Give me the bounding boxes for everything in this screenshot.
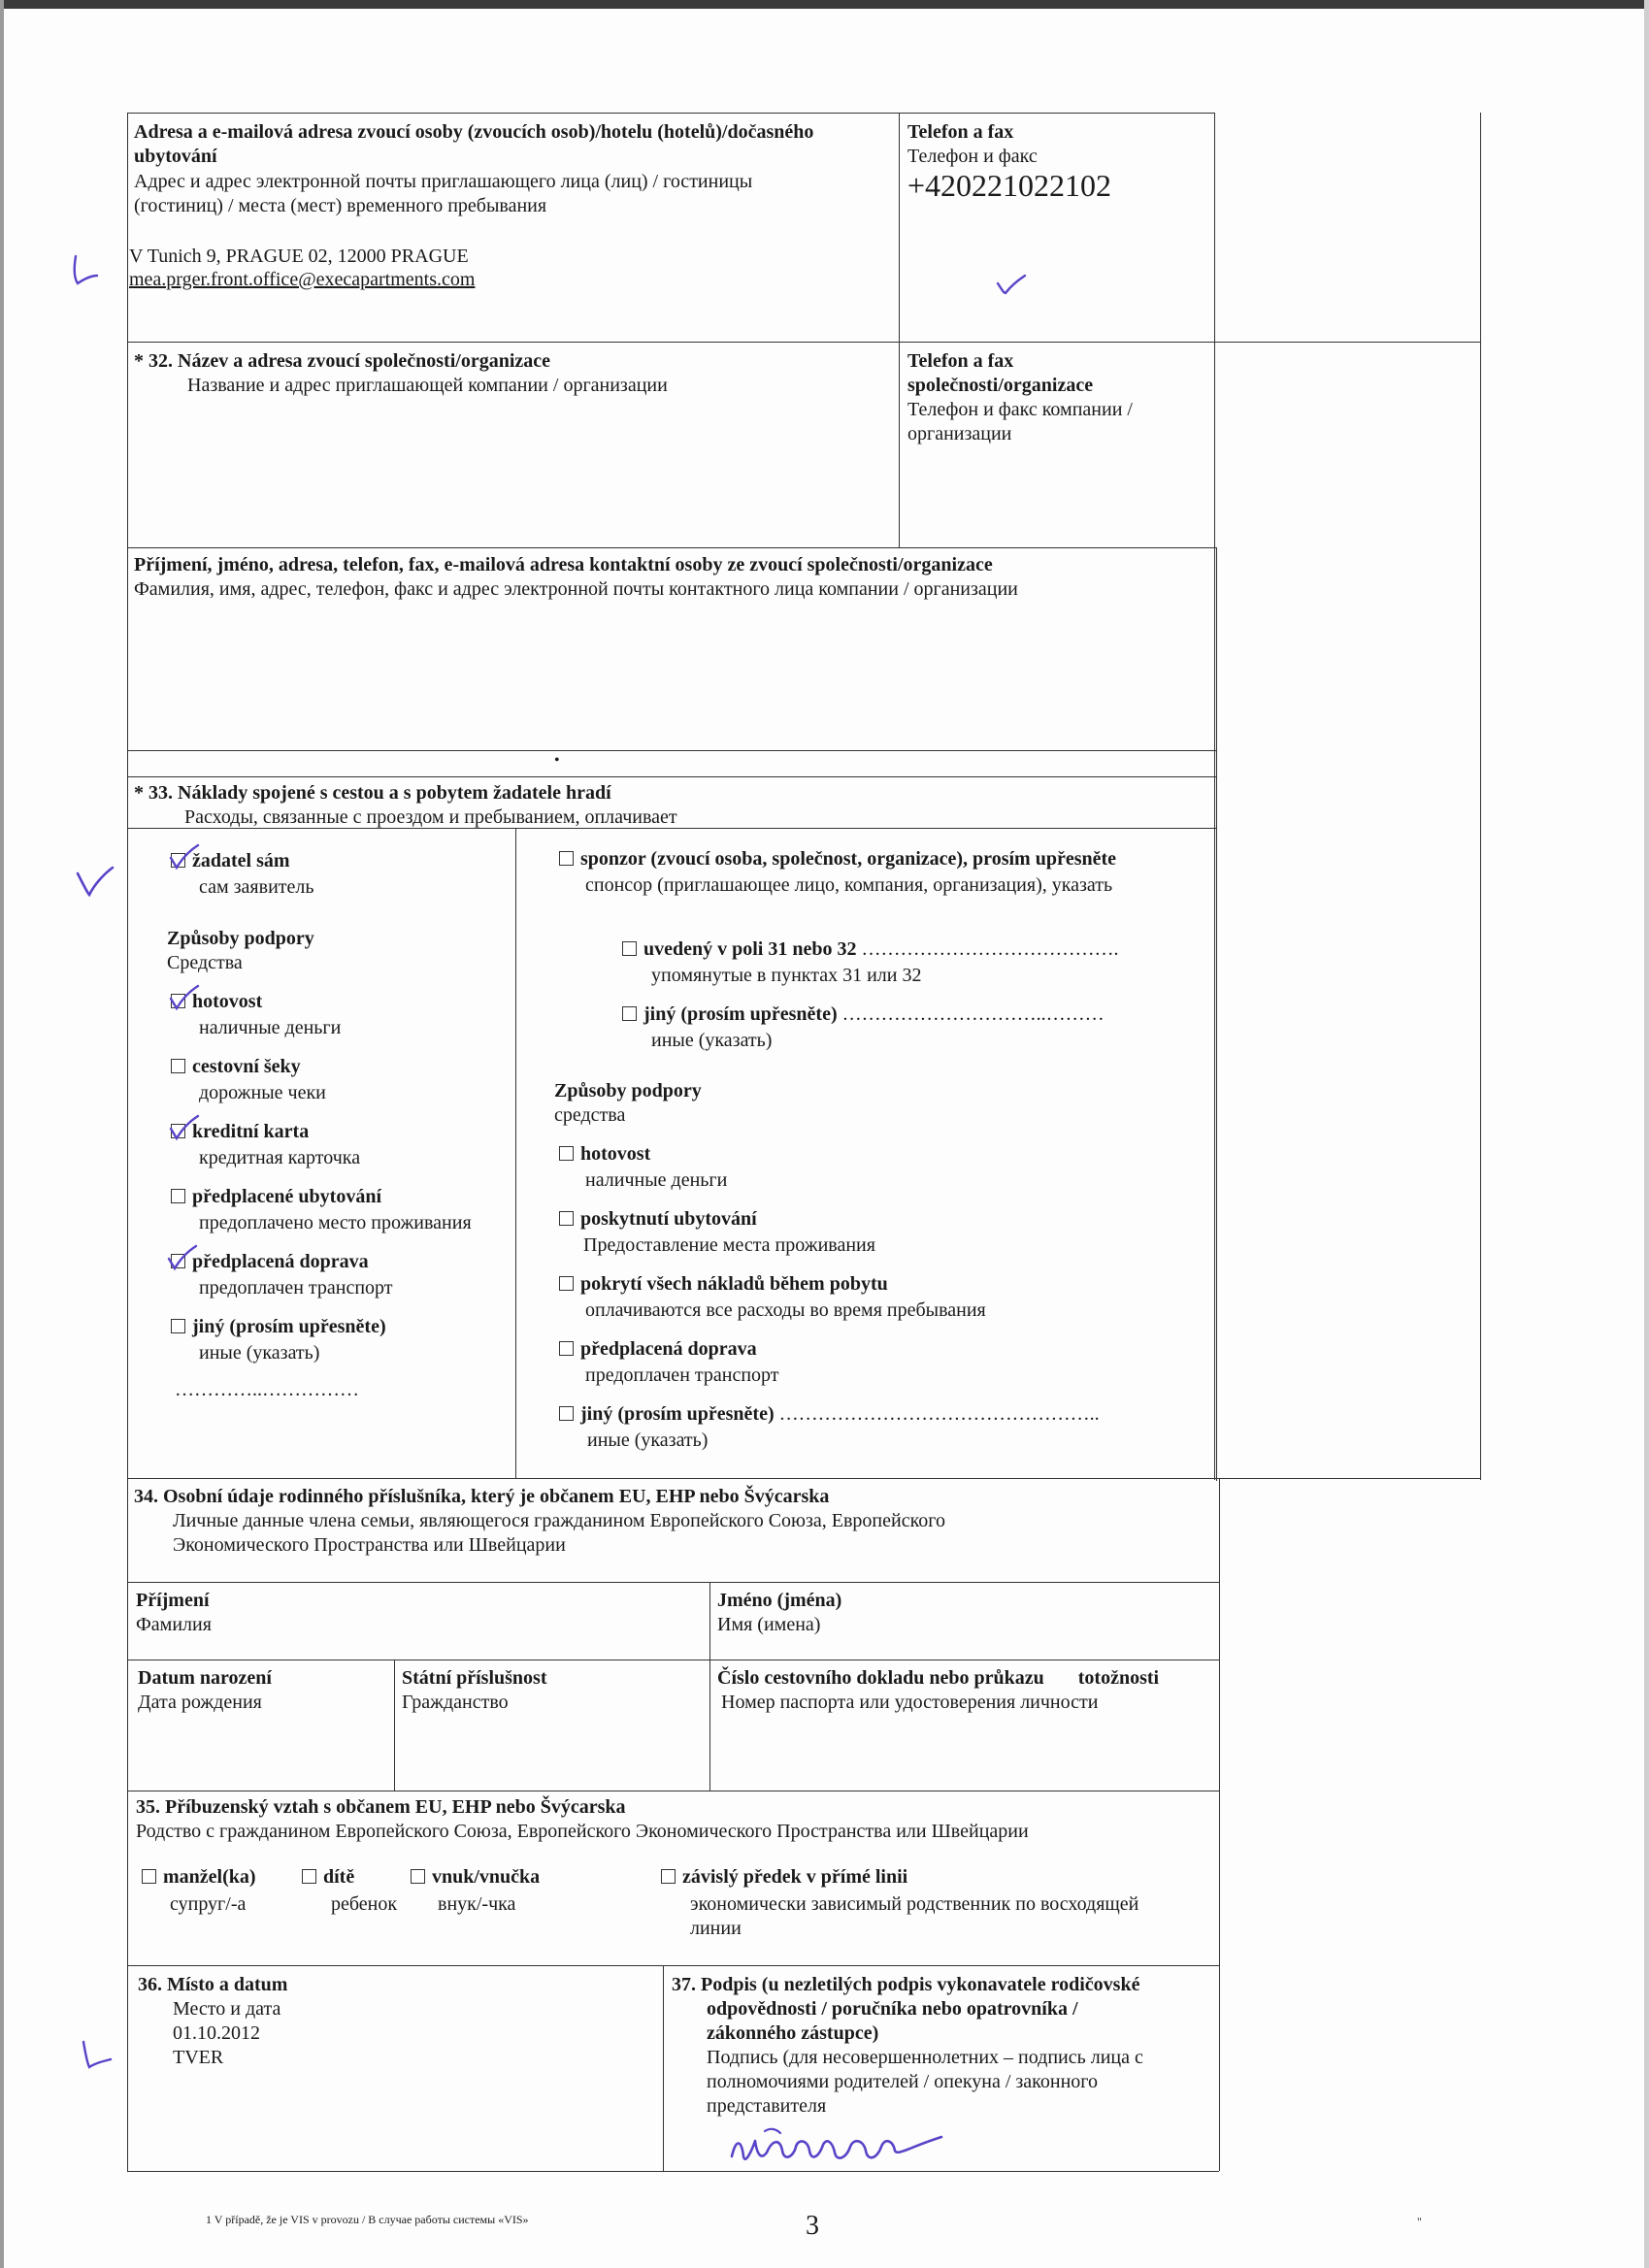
left-means-heading: Způsoby podpory [167, 928, 314, 949]
option-dependent-ascendant-ru: экономически зависимый родственник по восходящей [690, 1893, 1139, 1915]
s37-title-cont: odpovědnosti / poručníka nebo opatrovníka / [707, 1998, 1078, 2020]
scan-edge-top [0, 0, 1649, 9]
option-dependent-ascendant-ru-cont: линии [690, 1918, 742, 1939]
option-left-accom[interactable]: předplacené ubytování [171, 1185, 381, 1208]
inviting-address: V Tunich 9, PRAGUE 02, 12000 PRAGUE [129, 246, 469, 267]
option-right-other[interactable]: jiný (prosím upřesněte) ………………………………………….. [559, 1402, 1100, 1426]
s35-title-ru: Родство с гражданином Европейского Союза, Европейского Экономического Пространства или Швейцарии [136, 1821, 1029, 1842]
checkbox-sponsor[interactable] [559, 851, 574, 866]
option-grandchild-ru: внук/-чка [438, 1893, 516, 1915]
checkbox-grandchild[interactable] [411, 1869, 425, 1884]
option-applicant-self-ru: сам заявитель [199, 876, 314, 898]
s37-title-ru: Подпись (для несовершеннолетних – подпись лица с [707, 2047, 1143, 2068]
checkbox-right-all-costs[interactable] [559, 1276, 574, 1291]
option-dependent-ascendant[interactable]: závislý předek v přímé linii [661, 1865, 907, 1889]
checkbox-left-other[interactable] [171, 1319, 185, 1333]
option-left-cash-ru: наличные деньги [199, 1017, 342, 1038]
footer-mark: " [1417, 2215, 1422, 2228]
right-means-heading: Způsoby podpory [554, 1080, 702, 1101]
handwritten-signature [726, 2118, 949, 2176]
option-right-accom[interactable]: poskytnutí ubytování [559, 1207, 757, 1231]
option-right-all-costs[interactable]: pokrytí všech nákladů během pobytu [559, 1272, 888, 1296]
nationality-label-ru: Гражданство [402, 1692, 509, 1713]
option-sponsor-other[interactable]: jiný (prosím upřesněte) …………………………..……… [622, 1003, 1105, 1026]
surname-label: Příjmení [136, 1590, 210, 1611]
checkbox-right-accom[interactable] [559, 1211, 574, 1226]
checkbox-left-cheques[interactable] [171, 1059, 185, 1073]
option-left-cheques-ru: дорожные чеки [199, 1082, 326, 1103]
option-left-card-ru: кредитная карточка [199, 1147, 361, 1168]
given-name-label-ru: Имя (имена) [717, 1614, 821, 1635]
scan-edge-left [0, 0, 4, 2268]
s32-tel-label-ru: Телефон и факс компании / [907, 399, 1133, 420]
inviting-email: mea.prger.front.office@execapartments.com [129, 269, 476, 290]
s37-title-ru-cont: полномочиями родителей / опекуна / законного [707, 2071, 1098, 2092]
s36-title-ru: Место и дата [173, 1998, 281, 2020]
option-child[interactable]: dítě [302, 1865, 354, 1889]
s34-title: 34. Osobní údaje rodinného příslušníka, který je občanem EU, EHP nebo Švýcarska [134, 1486, 830, 1507]
checkbox-spouse[interactable] [142, 1869, 156, 1884]
checkbox-left-accom[interactable] [171, 1189, 185, 1203]
option-left-transport-ru: предоплачен транспорт [199, 1277, 393, 1298]
checkbox-right-other[interactable] [559, 1406, 574, 1421]
option-left-cheques[interactable]: cestovní šeky [171, 1055, 301, 1078]
option-spouse-ru: супруг/-а [170, 1893, 247, 1915]
s31-tel-label-ru: Телефон и факс [907, 146, 1038, 167]
option-left-transport[interactable]: předplacená doprava [171, 1250, 369, 1273]
option-sponsor-field[interactable]: uvedený v poli 31 nebo 32 …………………………………. [622, 937, 1118, 961]
dob-label: Datum narození [138, 1667, 272, 1689]
s31-title-cont: ubytování [134, 146, 217, 167]
option-right-cash-ru: наличные деньги [585, 1169, 728, 1191]
option-left-other-ru: иные (указать) [199, 1342, 320, 1364]
option-left-accom-ru: предоплачено место проживания [199, 1212, 472, 1233]
s33-title: * 33. Náklady spojené s cestou a s pobytem žadatele hradí [134, 782, 611, 804]
option-left-other[interactable]: jiný (prosím upřesněte) [171, 1315, 386, 1338]
s32-tel-label-cont: společnosti/organizace [907, 375, 1094, 396]
s37-title-ru-cont2: представителя [707, 2095, 827, 2117]
checkbox-dependent-ascendant[interactable] [661, 1869, 676, 1884]
s34-title-ru: Личные данные члена семьи, являющегося гражданином Европейского Союза, Европейского [173, 1510, 945, 1531]
option-sponsor[interactable]: sponzor (zvoucí osoba, společnost, organizace), prosím upřesněte [559, 847, 1116, 871]
option-sponsor-field-ru: упомянутые в пунктах 31 или 32 [651, 965, 922, 986]
checkbox-sponsor-other[interactable] [622, 1006, 637, 1021]
contact-title: Příjmení, jméno, adresa, telefon, fax, e-mailová adresa kontaktní osoby ze zvoucí společnosti/organizace [134, 554, 993, 575]
option-spouse[interactable]: manžel(ka) [142, 1865, 256, 1889]
given-name-label: Jméno (jména) [717, 1590, 842, 1611]
option-right-transport-ru: предоплачен транспорт [585, 1364, 779, 1386]
option-sponsor-ru: спонсор (приглашающее лицо, компания, организация), указать [585, 874, 1113, 896]
s35-title: 35. Příbuzenský vztah s občanem EU, EHP nebo Švýcarska [136, 1796, 626, 1818]
scan-edge-right [1644, 0, 1649, 2268]
checkbox-sponsor-field[interactable] [622, 941, 637, 956]
s31-tel-label: Telefon a fax [907, 121, 1014, 143]
checkbox-right-transport[interactable] [559, 1341, 574, 1356]
checkbox-right-cash[interactable] [559, 1146, 574, 1161]
s31-title-ru: Адрес и адрес электронной почты приглашающего лица (лиц) / гостиницы [134, 171, 753, 192]
dob-label-ru: Дата рождения [138, 1692, 262, 1713]
option-child-ru: ребенок [331, 1893, 398, 1915]
option-right-all-costs-ru: оплачиваются все расходы во время пребывания [585, 1299, 986, 1321]
s37-title-cont2: zákonného zástupce) [707, 2022, 879, 2044]
option-applicant-self[interactable]: žadatel sám [171, 849, 290, 872]
checkbox-child[interactable] [302, 1869, 316, 1884]
option-grandchild[interactable]: vnuk/vnučka [411, 1865, 540, 1889]
surname-label-ru: Фамилия [136, 1614, 212, 1635]
contact-title-ru: Фамилия, имя, адрес, телефон, факс и адрес электронной почты контактного лица компании / организации [134, 578, 1018, 600]
option-left-other-dots: …………..…………… [175, 1379, 359, 1400]
application-place: TVER [173, 2047, 224, 2068]
option-right-accom-ru: Предоставление места проживания [583, 1234, 875, 1256]
inviting-phone: +420221022102 [907, 168, 1112, 203]
option-right-other-ru: иные (указать) [587, 1430, 709, 1451]
document-number-label-ru: Номер паспорта или удостоверения личности [721, 1692, 1099, 1713]
s32-tel-label: Telefon a fax [907, 350, 1014, 372]
s31-title-ru-cont: (гостиниц) / места (мест) временного пребывания [134, 195, 547, 216]
left-means-heading-ru: Средства [167, 952, 243, 973]
s32-tel-label-ru-cont: организации [907, 423, 1012, 444]
page-number: 3 [806, 2211, 819, 2241]
nationality-label: Státní příslušnost [402, 1667, 547, 1689]
dot-mark: • [554, 752, 560, 769]
option-right-cash[interactable]: hotovost [559, 1142, 650, 1166]
s32-title: * 32. Název a adresa zvoucí společnosti/organizace [134, 350, 551, 372]
s33-title-ru: Расходы, связанные с проездом и пребыванием, оплачивает [184, 806, 677, 828]
right-means-heading-ru: средства [554, 1104, 626, 1126]
application-date: 01.10.2012 [173, 2022, 260, 2044]
s34-title-ru-cont: Экономического Пространства или Швейцарии [173, 1534, 566, 1556]
document-number-label: Číslo cestovního dokladu nebo průkazu totožnosti [717, 1667, 1160, 1689]
s37-title: 37. Podpis (u nezletilých podpis vykonavatele rodičovské [672, 1974, 1140, 1995]
s36-title: 36. Místo a datum [138, 1974, 288, 1995]
footnote: 1 V případě, že je VIS v provozu / В случае работы системы «VIS» [206, 2213, 529, 2226]
option-left-card[interactable]: kreditní karta [171, 1120, 309, 1143]
s32-title-ru: Название и адрес приглашающей компании / организации [187, 375, 668, 396]
option-right-transport[interactable]: předplacená doprava [559, 1337, 757, 1361]
option-sponsor-other-ru: иные (указать) [651, 1030, 773, 1051]
option-left-cash[interactable]: hotovost [171, 990, 262, 1013]
s31-title: Adresa a e-mailová adresa zvoucí osoby (zvoucích osob)/hotelu (hotelů)/dočasného [134, 121, 814, 143]
